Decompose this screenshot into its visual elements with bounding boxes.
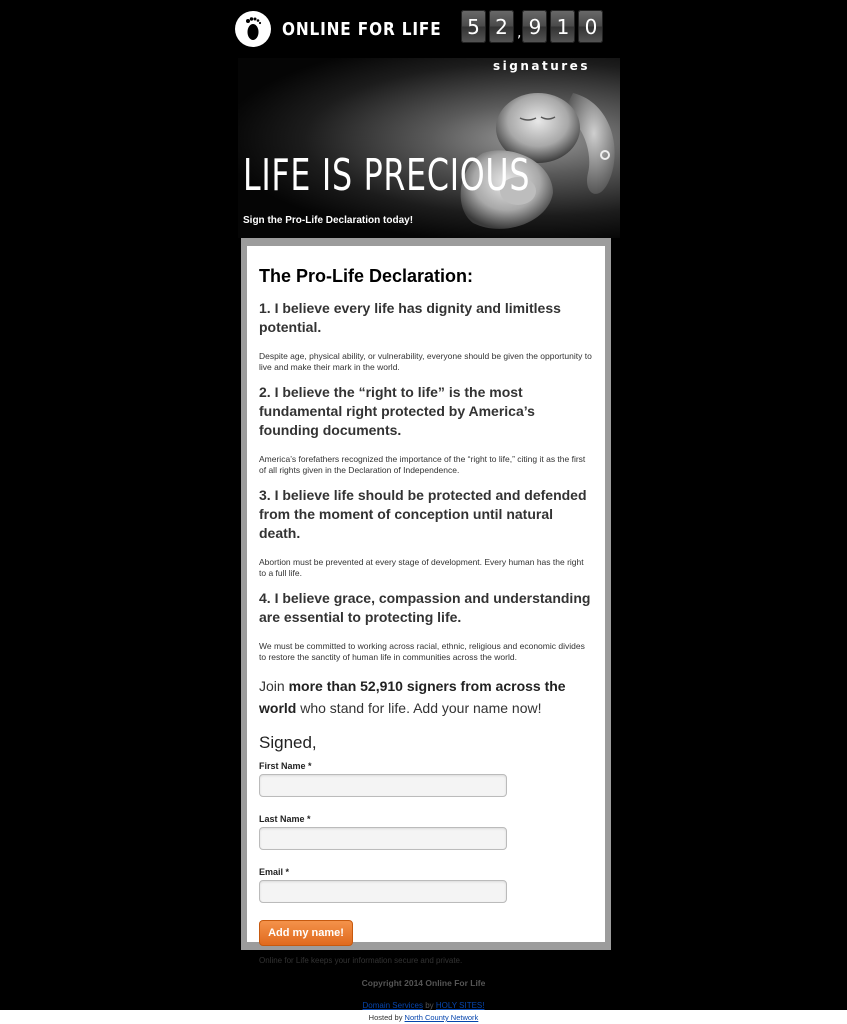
domain-services-link[interactable]: Domain Services (362, 1001, 423, 1010)
top-bar (0, 0, 847, 58)
belief-detail: America’s forefathers recognized the importance of the “right to life,” citing it as the first of all rights given in the Declaration of Independence. (259, 454, 586, 475)
join-highlight: more than 52,910 signers from across the world (259, 678, 566, 716)
counter-digit: 5 (461, 10, 486, 43)
counter-digit: 9 (522, 10, 547, 43)
copyright: Copyright 2014 Online For Life (361, 978, 486, 988)
north-county-link[interactable]: North County Network (404, 1013, 479, 1022)
belief-detail: We must be committed to working across racial, ethnic, religious and economic divides to restore the sanctity of human life in communities across the world. (259, 641, 585, 662)
join-prefix: Join (259, 678, 289, 694)
last-name-field[interactable] (259, 827, 507, 850)
belief-statement: 4. I believe grace, compassion and understanding are essential to protecting life. (259, 590, 591, 625)
footprint-icon (235, 11, 271, 47)
belief-statement: 1. I believe every life has dignity and limitless potential. (259, 300, 561, 335)
email-field[interactable] (259, 880, 507, 903)
belief-statement: 3. I believe life should be protected and defended from the moment of conception until natural death. (259, 487, 587, 541)
last-name-label: Last Name * (259, 814, 311, 824)
declaration-card (247, 246, 605, 965)
counter-separator: , (517, 25, 522, 41)
belief-detail: Despite age, physical ability, or vulnerability, everyone should be given the opportunity to live and make their mark in the world. (259, 351, 592, 372)
signed-heading: Signed, (259, 733, 317, 752)
logo-text: ONLINE FOR LIFE (282, 18, 442, 40)
site-logo[interactable] (235, 11, 470, 47)
hero-banner (238, 58, 620, 238)
signup-form (259, 761, 593, 946)
join-message (259, 675, 593, 719)
holy-sites-link[interactable]: HOLY SITES! (435, 1001, 485, 1010)
signature-counter (461, 10, 606, 43)
counter-label: signatures (493, 59, 590, 73)
first-name-label: First Name * (259, 761, 312, 771)
email-label: Email * (259, 867, 290, 877)
credits-by: by (422, 1001, 436, 1010)
hero-title: LIFE IS PRECIOUS (243, 150, 531, 201)
privacy-note: Online for Life keeps your information secure and private. (259, 956, 463, 965)
hosted-by (0, 1013, 847, 1022)
join-suffix: who stand for life. Add your name now! (296, 700, 542, 716)
belief-statement: 2. I believe the “right to life” is the most fundamental right protected by America’s founding documents. (259, 384, 535, 438)
hosted-by-label: Hosted by (368, 1013, 405, 1022)
counter-digit: 2 (489, 10, 514, 43)
declaration-frame (241, 238, 611, 965)
counter-digit: 0 (578, 10, 603, 43)
hero-subtitle: Sign the Pro-Life Declaration today! (243, 215, 414, 226)
counter-digit: 1 (550, 10, 575, 43)
add-my-name-button[interactable]: Add my name! (259, 920, 353, 946)
first-name-field[interactable] (259, 774, 507, 797)
declaration-title: The Pro-Life Declaration: (259, 266, 474, 286)
belief-detail: Abortion must be prevented at every stage of development. Every human has the right to a full life. (259, 557, 584, 578)
